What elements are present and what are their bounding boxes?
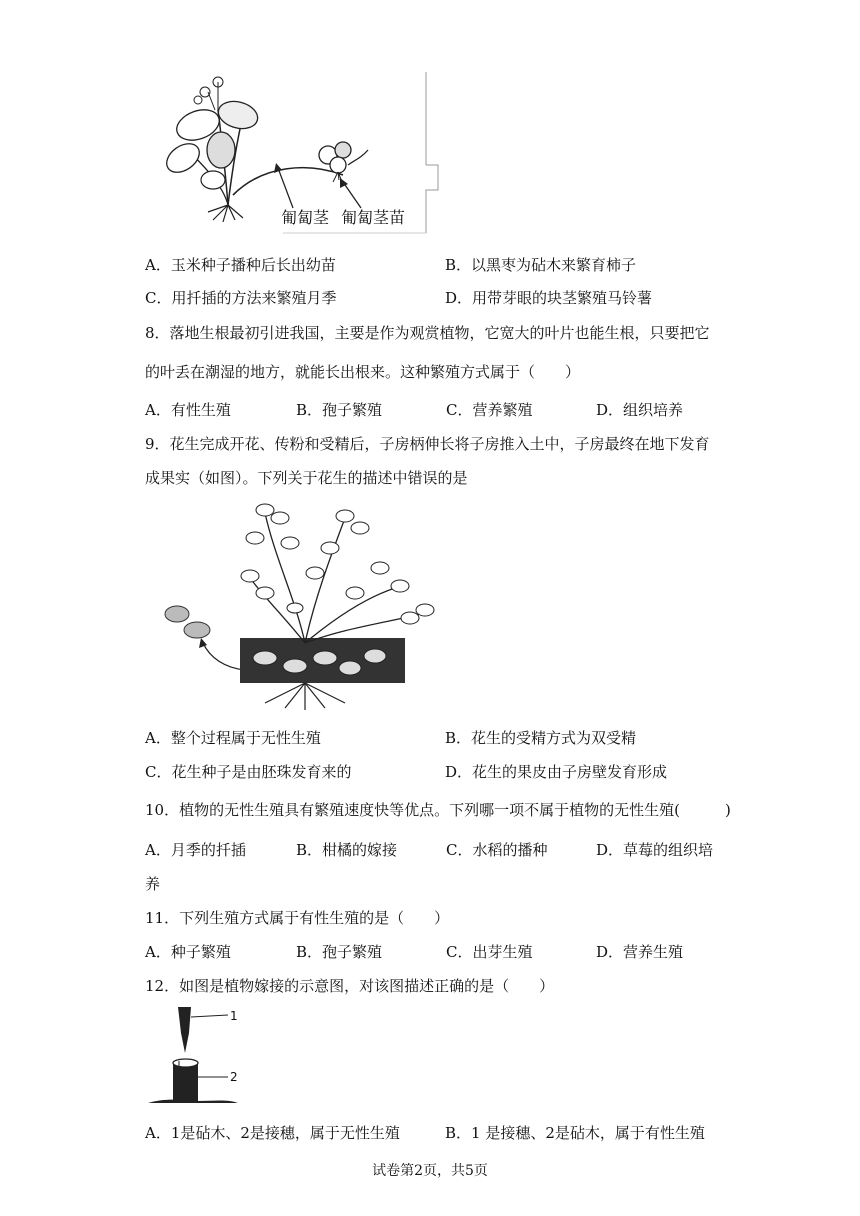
q10-option-d[interactable]: D．草莓的组织培 [596, 841, 714, 859]
q7-option-a[interactable]: A．玉米种子播种后长出幼苗 [145, 256, 336, 274]
q7-option-b[interactable]: B．以黑枣为砧木来繁育柿子 [445, 256, 637, 274]
page-footer: 试卷第2页，共5页 [372, 1163, 488, 1179]
peanut-figure [155, 498, 445, 713]
grafting-drawing [143, 1003, 253, 1108]
q8-stem-line2: 的叶丢在潮湿的地方，就能长出根来。这种繁殖方式属于（ ） [145, 363, 581, 381]
q9-stem-line1: 9．花生完成开花、传粉和受精后，子房柄伸长将子房推入土中，子房最终在地下发育 [145, 435, 710, 453]
q7-option-d[interactable]: D．用带芽眼的块茎繁殖马铃薯 [445, 289, 653, 307]
q9-option-a[interactable]: A．整个过程属于无性生殖 [145, 729, 321, 747]
q9-option-c[interactable]: C．花生种子是由胚珠发育来的 [145, 763, 352, 781]
q9-stem-line2: 成果实（如图）。下列关于花生的描述中错误的是 [145, 469, 468, 487]
q8-option-a[interactable]: A．有性生殖 [145, 401, 231, 419]
label-runner-stem: 匍匐茎 [281, 208, 330, 227]
q10-option-b[interactable]: B．柑橘的嫁接 [296, 841, 398, 859]
q10-option-a[interactable]: A．月季的扦插 [145, 841, 246, 859]
q7-option-c[interactable]: C．用扦插的方法来繁殖月季 [145, 289, 337, 307]
graft-label-2: 2 [230, 1070, 238, 1084]
label-runner-seedling: 匍匐茎苗 [341, 208, 406, 227]
q9-option-b[interactable]: B．花生的受精方式为双受精 [445, 729, 637, 747]
q10-option-c[interactable]: C．水稻的播种 [446, 841, 548, 859]
q8-option-b[interactable]: B．孢子繁殖 [296, 401, 383, 419]
q11-stem: 11．下列生殖方式属于有性生殖的是（ ） [145, 909, 450, 927]
graft-label-1: 1 [230, 1009, 238, 1023]
strawberry-drawing [143, 70, 443, 235]
q12-stem: 12．如图是植物嫁接的示意图，对该图描述正确的是（ ） [145, 977, 555, 995]
peanut-drawing [155, 498, 445, 713]
grafting-figure [143, 1003, 253, 1108]
q11-option-b[interactable]: B．孢子繁殖 [296, 943, 383, 961]
q11-option-a[interactable]: A．种子繁殖 [145, 943, 231, 961]
q11-option-c[interactable]: C．出芽生殖 [446, 943, 533, 961]
q10-stem: 10．植物的无性生殖具有繁殖速度快等优点。下列哪一项不属于植物的无性生殖( ) [145, 801, 731, 819]
q12-option-b[interactable]: B．1 是接穗、2是砧木，属于有性生殖 [445, 1124, 705, 1142]
q8-option-d[interactable]: D．组织培养 [596, 401, 684, 419]
q8-option-c[interactable]: C．营养繁殖 [446, 401, 533, 419]
q10-option-d-wrap: 养 [145, 875, 161, 893]
strawberry-figure [143, 70, 443, 235]
q9-option-d[interactable]: D．花生的果皮由子房壁发育形成 [445, 763, 668, 781]
q8-stem-line1: 8．落地生根最初引进我国，主要是作为观赏植物，它宽大的叶片也能生根，只要把它 [145, 324, 710, 342]
q11-option-d[interactable]: D．营养生殖 [596, 943, 684, 961]
q12-option-a[interactable]: A．1是砧木、2是接穗，属于无性生殖 [145, 1124, 400, 1142]
